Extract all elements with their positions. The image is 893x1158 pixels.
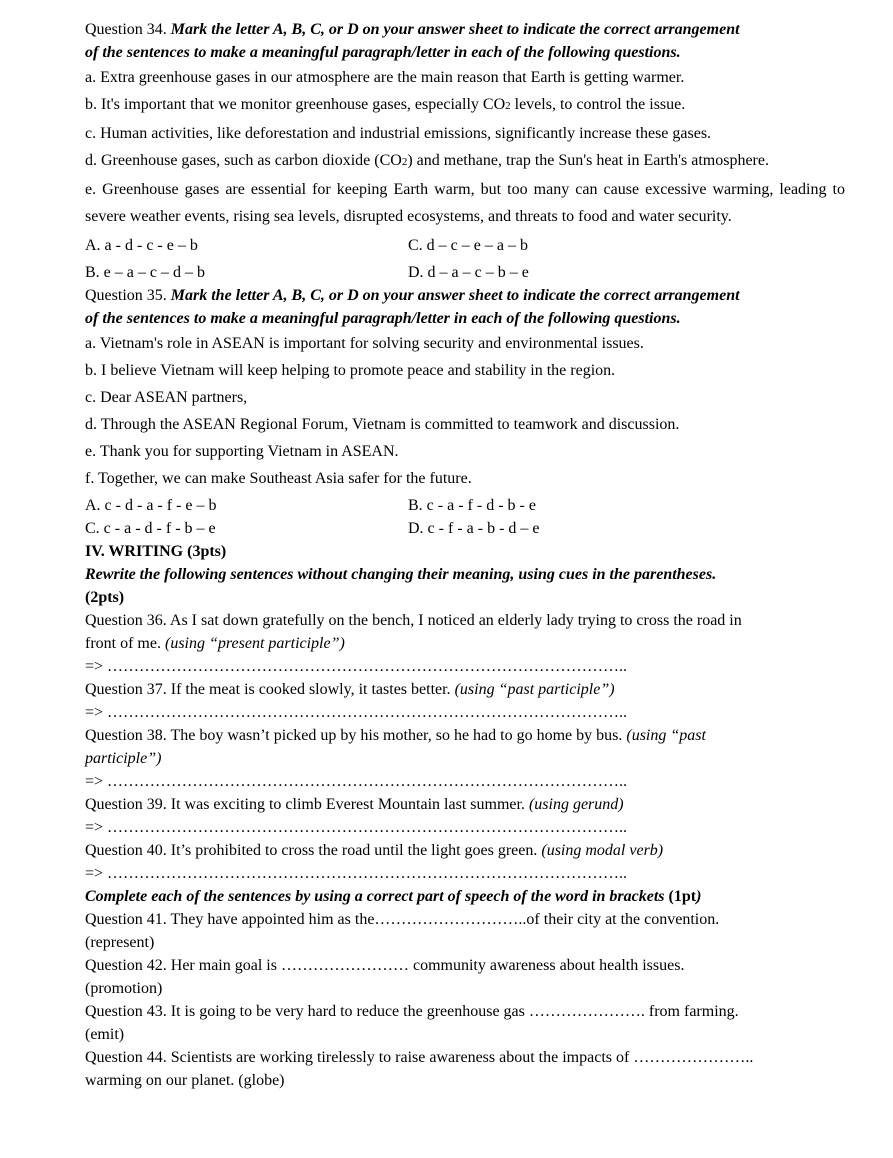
q39-answer-line[interactable]: => …………………………………………………………………………………….. — [85, 819, 628, 836]
q38-answer-line[interactable]: => …………………………………………………………………………………….. — [85, 773, 628, 790]
q34-instruction-line1: Mark the letter A, B, C, or D on your answer sheet to indicate the correct arrangement — [170, 21, 740, 38]
q35-instruction-line1: Mark the letter A, B, C, or D on your answer sheet to indicate the correct arrangement — [170, 287, 740, 304]
q35-sentence-c: c. Dear ASEAN partners, — [85, 389, 248, 406]
q35-sentence-a: a. Vietnam's role in ASEAN is important for solving security and environmental issues. — [85, 335, 644, 352]
q43-word: (emit) — [85, 1026, 125, 1043]
q34-sentence-d: d. Greenhouse gases, such as carbon dioxide (CO2) and methane, trap the Sun's heat in Earth's atmosphere. — [85, 152, 769, 169]
q34-option-b[interactable]: B. e – a – c – d – b — [85, 264, 205, 281]
q39-cue: (using gerund) — [528, 796, 624, 813]
q36-answer-line[interactable]: => …………………………………………………………………………………….. — [85, 658, 628, 675]
q35-sentence-e: e. Thank you for supporting Vietnam in ASEAN. — [85, 443, 399, 460]
q37-answer-line[interactable]: => …………………………………………………………………………………….. — [85, 704, 628, 721]
q41-word: (represent) — [85, 934, 155, 951]
subscript-2: 2 — [401, 156, 408, 168]
rewrite-instruction: Rewrite the following sentences without changing their meaning, using cues in the parentheses. — [85, 566, 717, 583]
q43-line: Question 43. It is going to be very hard to reduce the greenhouse gas …………………. from farming. — [85, 1003, 739, 1020]
q36-line2: front of me. (using “present participle”) — [85, 635, 345, 652]
q35-options-row2 — [85, 517, 845, 540]
q35-number: Question 35. — [85, 287, 171, 304]
question-34 — [85, 18, 845, 284]
q40-answer-line[interactable]: => …………………………………………………………………………………….. — [85, 865, 628, 882]
q36-line1: Question 36. As I sat down gratefully on the bench, I noticed an elderly lady trying to cross the road in — [85, 612, 742, 629]
q38-line2: participle”) — [85, 750, 162, 767]
q36-cue: (using “present participle”) — [164, 635, 345, 652]
rewrite-points: (2pts) — [85, 589, 125, 606]
q34-options-row1 — [85, 234, 845, 257]
q34-instruction-line2: of the sentences to make a meaningful paragraph/letter in each of the following questions. — [85, 44, 681, 61]
complete-instruction: Complete each of the sentences by using a correct part of speech of the word in brackets (1pt) — [85, 888, 702, 905]
q44-word: warming on our planet. (globe) — [85, 1072, 285, 1089]
q35-option-c[interactable]: C. c - a - d - f - b – e — [85, 520, 216, 537]
q35-option-d[interactable]: D. c - f - a - b - d – e — [408, 520, 540, 537]
q42-line: Question 42. Her main goal is …………………… community awareness about health issues. — [85, 957, 685, 974]
q34-sentence-b: b. It's important that we monitor greenhouse gases, especially CO2 levels, to control the issue. — [85, 96, 686, 113]
writing-section — [85, 540, 845, 1092]
question-35 — [85, 284, 845, 540]
q41-line: Question 41. They have appointed him as the………………………..of their city at the convention. — [85, 911, 720, 928]
q42-word: (promotion) — [85, 980, 163, 997]
subscript-2: 2 — [505, 100, 511, 112]
q35-header — [85, 284, 845, 307]
q35-sentence-f: f. Together, we can make Southeast Asia safer for the future. — [85, 470, 472, 487]
q40-cue: (using modal verb) — [541, 842, 664, 859]
q34-sentence-a: a. Extra greenhouse gases in our atmosphere are the main reason that Earth is getting warmer. — [85, 69, 685, 86]
q34-option-d[interactable]: D. d – a – c – b – e — [408, 264, 529, 281]
q35-option-b[interactable]: B. c - a - f - d - b - e — [408, 497, 536, 514]
q34-option-a[interactable]: A. a - d - c - e – b — [85, 237, 198, 254]
q34-options-row2 — [85, 261, 845, 284]
q34-sentence-c: c. Human activities, like deforestation and industrial emissions, significantly increase these gases. — [85, 125, 712, 142]
q34-header — [85, 18, 845, 41]
q35-options-row1 — [85, 494, 845, 517]
q44-line: Question 44. Scientists are working tirelessly to raise awareness about the impacts of ………………….. — [85, 1049, 754, 1066]
q35-option-a[interactable]: A. c - d - a - f - e – b — [85, 497, 217, 514]
q37-cue: (using “past participle”) — [454, 681, 615, 698]
writing-heading: IV. WRITING (3pts) — [85, 543, 227, 560]
q38-line1: Question 38. The boy wasn’t picked up by his mother, so he had to go home by bus. (using “past — [85, 727, 706, 744]
q39-line: Question 39. It was exciting to climb Everest Mountain last summer. (using gerund) — [85, 796, 624, 813]
q37-line: Question 37. If the meat is cooked slowly, it tastes better. (using “past participle”) — [85, 681, 615, 698]
q34-number: Question 34. — [85, 21, 171, 38]
q34-sentence-e: e. Greenhouse gases are essential for keeping Earth warm, but too many can cause excessive warming, leading to severe weather events, rising sea levels, disrupted ecosystems, and threats to food and water security. — [85, 181, 845, 225]
q35-sentence-d: d. Through the ASEAN Regional Forum, Vietnam is committed to teamwork and discussion. — [85, 416, 680, 433]
q35-instruction-line2: of the sentences to make a meaningful paragraph/letter in each of the following questions. — [85, 310, 681, 327]
q40-line: Question 40. It’s prohibited to cross the road until the light goes green. (using modal verb) — [85, 842, 664, 859]
worksheet-page — [85, 18, 845, 1092]
q34-option-c[interactable]: C. d – c – e – a – b — [408, 237, 528, 254]
q35-sentence-b: b. I believe Vietnam will keep helping to promote peace and stability in the region. — [85, 362, 616, 379]
q38-cue: (using “past — [626, 727, 706, 744]
